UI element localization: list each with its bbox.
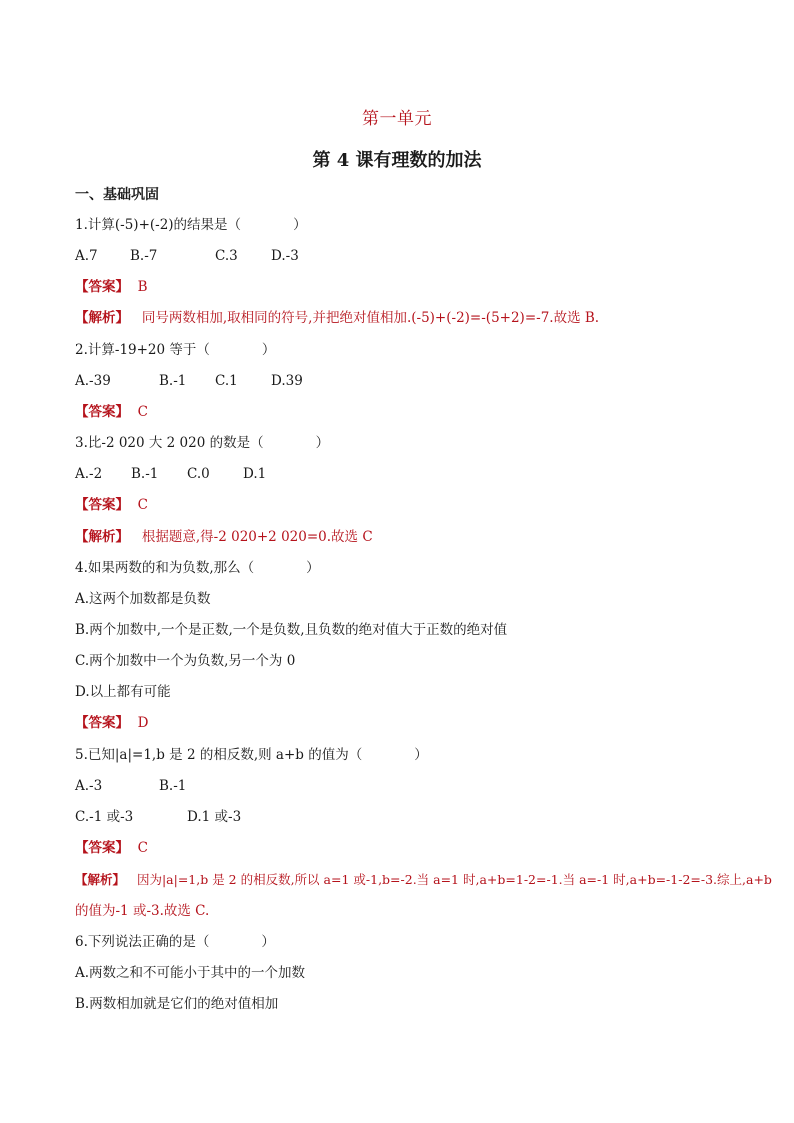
question-2-options bbox=[75, 371, 303, 391]
question-stem-end: ） bbox=[293, 217, 307, 233]
answer-label: 【答案】 bbox=[75, 279, 129, 295]
option-c: C.两个加数中一个为负数,另一个为 0 bbox=[75, 653, 296, 669]
question-5-answer bbox=[75, 838, 148, 858]
question-2-answer bbox=[75, 402, 148, 422]
question-5-options-row1 bbox=[75, 776, 186, 796]
option-a: A.7 bbox=[75, 248, 98, 264]
question-stem-text: 1.计算(-5)+(-2)的结果是（ bbox=[75, 217, 242, 233]
question-stem-text: 4.如果两数的和为负数,那么（ bbox=[75, 560, 255, 576]
answer-value: D bbox=[137, 715, 149, 731]
option-d: D.1 bbox=[243, 466, 267, 482]
question-stem-text: 6.下列说法正确的是（ bbox=[75, 934, 210, 950]
question-stem-text: 5.已知|a|=1,b 是 2 的相反数,则 a+b 的值为（ bbox=[75, 747, 363, 763]
analysis-label: 【解析】 bbox=[75, 529, 129, 545]
question-5-analysis-cont: 的值为-1 或-3.故选 C. bbox=[75, 903, 210, 919]
option-d: D.-3 bbox=[271, 248, 299, 264]
option-a: A.-2 bbox=[75, 466, 103, 482]
question-1-analysis bbox=[75, 308, 599, 328]
option-d: D.1 或-3 bbox=[187, 809, 242, 825]
analysis-text: 同号两数相加,取相同的符号,并把绝对值相加.(-5)+(-2)=-(5+2)=-7.故选 B. bbox=[141, 310, 600, 326]
option-b: B.-1 bbox=[159, 778, 187, 794]
question-stem-end: ） bbox=[414, 747, 428, 763]
option-a: A.-3 bbox=[75, 778, 103, 794]
question-stem-end: ） bbox=[306, 560, 320, 576]
option-a: A.这两个加数都是负数 bbox=[75, 591, 211, 607]
option-d: D.39 bbox=[271, 373, 303, 389]
option-a: A.两数之和不可能小于其中的一个加数 bbox=[75, 965, 306, 981]
option-b: B.两数相加就是它们的绝对值相加 bbox=[75, 996, 279, 1012]
option-d: D.以上都有可能 bbox=[75, 684, 171, 700]
analysis-label: 【解析】 bbox=[75, 310, 129, 326]
option-c: C.0 bbox=[187, 466, 210, 482]
option-a: A.-39 bbox=[75, 373, 111, 389]
lesson-title: 第 4 课有理数的加法 bbox=[312, 150, 482, 171]
analysis-text: 因为|a|=1,b 是 2 的相反数,所以 a=1 或-1,b=-2.当 a=1 时,a+b=1-2=-1.当 a=-1 时,a+b=-1-2=-3.综上,a+b bbox=[136, 872, 772, 887]
question-3-answer bbox=[75, 495, 148, 515]
question-stem-end: ） bbox=[261, 934, 275, 950]
answer-label: 【答案】 bbox=[75, 404, 129, 420]
question-5-options-row2 bbox=[75, 807, 241, 827]
question-1-answer bbox=[75, 277, 148, 297]
question-1-stem bbox=[75, 215, 307, 235]
question-2-stem bbox=[75, 340, 275, 360]
option-b: B.-1 bbox=[131, 466, 159, 482]
analysis-text: 根据题意,得-2 020+2 020=0.故选 C bbox=[141, 529, 373, 545]
option-c: C.1 bbox=[215, 373, 238, 389]
question-4-stem bbox=[75, 558, 320, 578]
section-title: 一、基础巩固 bbox=[75, 187, 159, 203]
option-b: B.-1 bbox=[159, 373, 187, 389]
question-stem-text: 3.比-2 020 大 2 020 的数是（ bbox=[75, 435, 264, 451]
question-stem-text: 2.计算-19+20 等于（ bbox=[75, 342, 210, 358]
answer-label: 【答案】 bbox=[75, 497, 129, 513]
question-5-analysis bbox=[75, 870, 772, 890]
option-b: B.两个加数中,一个是正数,一个是负数,且负数的绝对值大于正数的绝对值 bbox=[75, 622, 508, 638]
option-c: C.3 bbox=[215, 248, 238, 264]
question-5-stem bbox=[75, 745, 428, 765]
answer-label: 【答案】 bbox=[75, 715, 129, 731]
question-6-stem bbox=[75, 932, 275, 952]
question-3-analysis bbox=[75, 527, 373, 547]
answer-value: C bbox=[137, 497, 148, 513]
question-1-options bbox=[75, 246, 299, 266]
question-stem-end: ） bbox=[315, 435, 330, 451]
option-b: B.-7 bbox=[130, 248, 158, 264]
answer-value: B bbox=[137, 279, 148, 295]
question-3-options bbox=[75, 464, 266, 484]
unit-title: 第一单元 bbox=[362, 109, 432, 129]
question-stem-end: ） bbox=[261, 342, 276, 358]
analysis-label: 【解析】 bbox=[75, 872, 126, 887]
question-4-answer bbox=[75, 713, 148, 733]
answer-value: C bbox=[137, 840, 148, 856]
answer-label: 【答案】 bbox=[75, 840, 129, 856]
answer-value: C bbox=[137, 404, 148, 420]
option-c: C.-1 或-3 bbox=[75, 809, 134, 825]
question-3-stem bbox=[75, 433, 329, 453]
